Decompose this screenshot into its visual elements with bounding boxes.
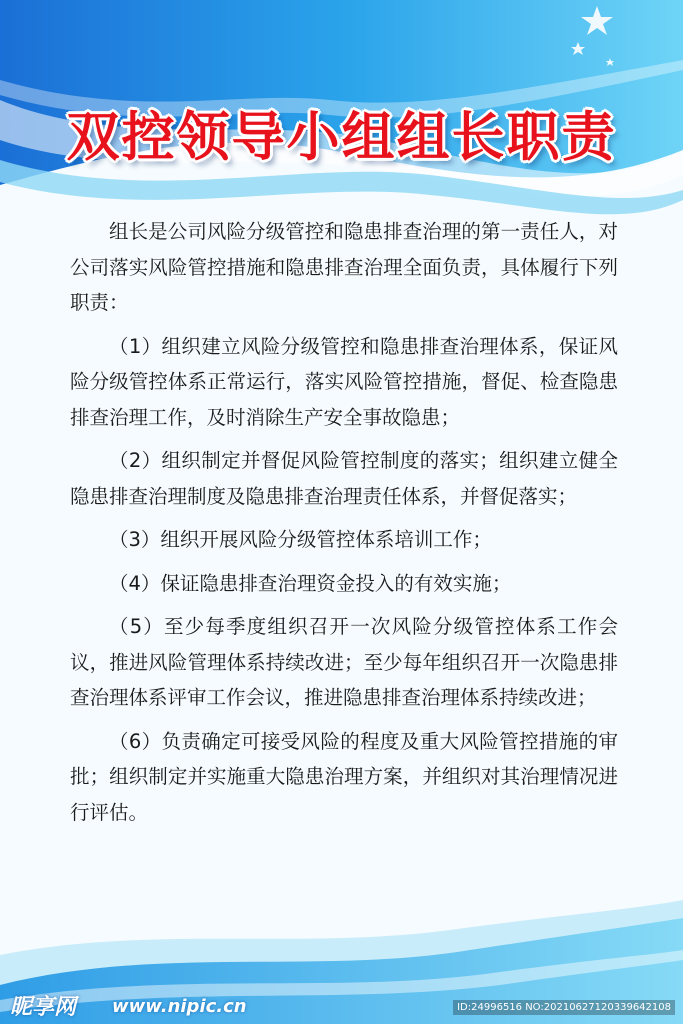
- watermark-url: www.nipic.cn: [112, 996, 247, 1017]
- paragraph-item-1: （1）组织建立风险分级管控和隐患排查治理体系，保证风险分级管控体系正常运行，落实风险管控措施，督促、检查隐患排查治理工作，及时消除生产安全事故隐患；: [70, 334, 618, 429]
- watermark-id: ID:24996516 NO:20210627120339642108: [453, 1000, 675, 1015]
- paragraph-item-6: （6）负责确定可接受风险的程度及重大风险管控措施的审批；组织制定并实施重大隐患治理方案，并组织对其治理情况进行评估。: [70, 729, 618, 824]
- page-title: 双控领导小组组长职责: [66, 107, 617, 168]
- paragraph-item-2: （2）组织制定并督促风险管控制度的落实；组织建立健全隐患排查治理制度及隐患排查治理责任体系，并督促落实；: [70, 449, 618, 508]
- watermark-logo: 昵享网: [10, 995, 77, 1020]
- paragraph-item-5: （5）至少每季度组织召开一次风险分级管控体系工作会议，推进风险管理体系持续改进；至少每年组织召开一次隐患排查治理体系评审工作会议，推进隐患排查治理体系持续改进；: [70, 615, 618, 709]
- content-body: [70, 214, 618, 838]
- paragraph-intro: 组长是公司风险分级管控和隐患排查治理的第一责任人，对公司落实风险管控措施和隐患排查治理全面负责，具体履行下列职责：: [70, 220, 618, 314]
- paragraph-item-3: （3）组织开展风险分级管控体系培训工作；: [109, 528, 492, 551]
- paragraph-item-4: （4）保证隐患排查治理资金投入的有效实施；: [109, 571, 512, 595]
